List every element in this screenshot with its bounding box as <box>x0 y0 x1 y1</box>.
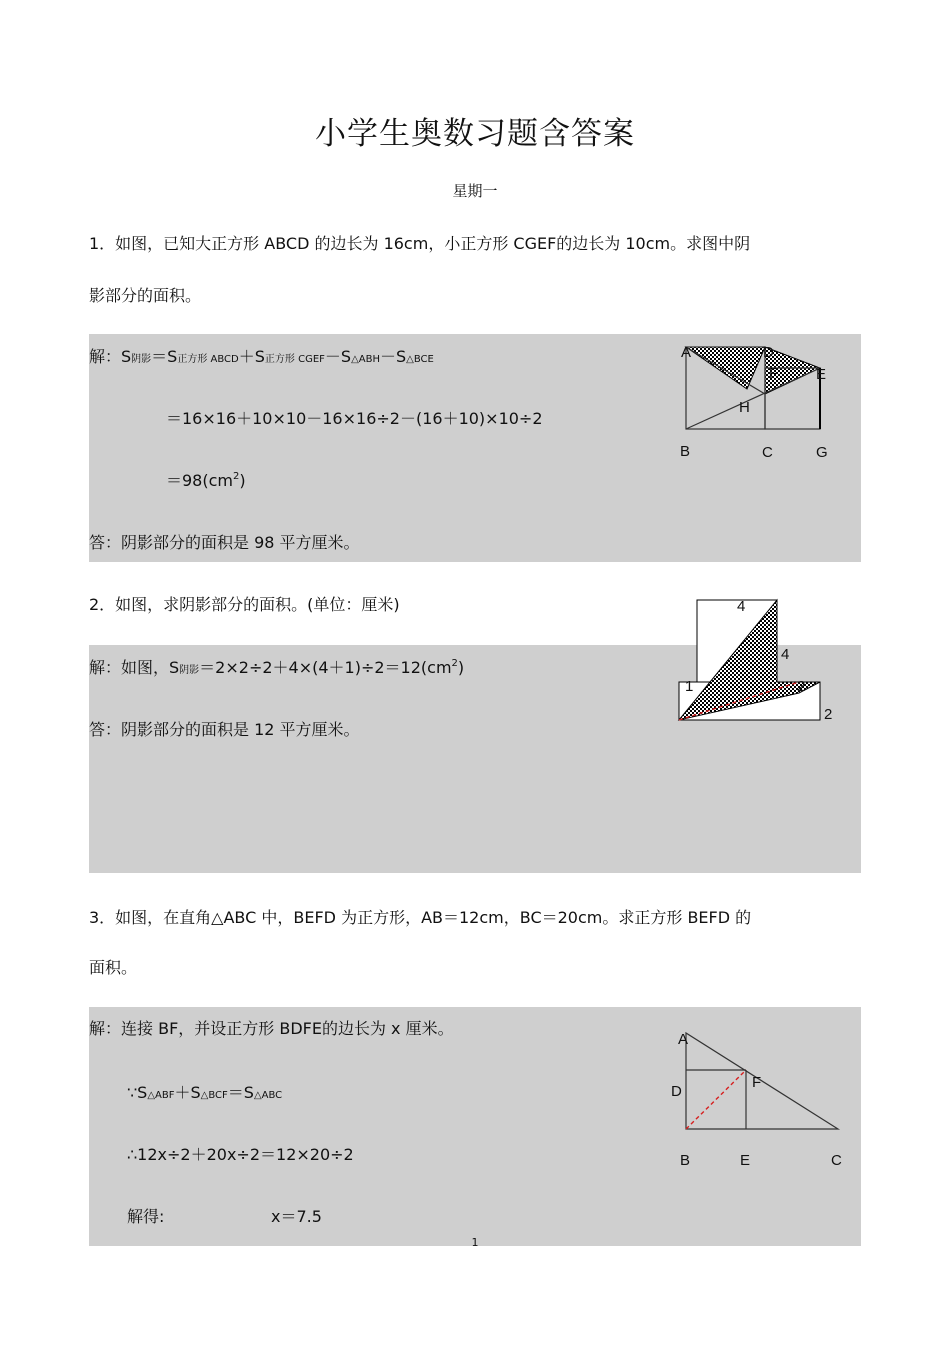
page-title: 小学生奥数习题含答案 <box>315 116 635 152</box>
subscript: 正方形 CGEF <box>264 354 325 365</box>
fig1-label-b: B <box>680 443 691 460</box>
text: ∵S <box>127 1083 148 1102</box>
superscript: 2 <box>233 471 240 482</box>
fig1-label-a: A <box>681 344 692 361</box>
text: ＝S <box>151 347 178 366</box>
subscript: △BCF <box>200 1090 228 1101</box>
problem-3-question-line2: 面积。 <box>89 958 138 977</box>
fig1-label-d: D <box>763 344 774 361</box>
subscript: 阴影 <box>131 354 152 365</box>
problem-1-question-line2: 影部分的面积。 <box>89 286 202 305</box>
fig1-label-e: E <box>816 366 827 383</box>
fig2-label-left: 1 <box>685 678 694 695</box>
fig1-label-g: G <box>816 444 828 461</box>
fig2-label-right: 4 <box>781 646 790 663</box>
triangle-abc <box>686 1033 838 1129</box>
text: ＋S <box>238 347 265 366</box>
text: ＝S <box>227 1083 254 1102</box>
problem-3-solution-line3: ∴12x÷2＋20x÷2＝12×20÷2 <box>127 1145 354 1164</box>
section-day: 星期一 <box>452 182 498 200</box>
text: ＋S <box>174 1083 201 1102</box>
subscript: △ABC <box>253 1090 283 1101</box>
fig2-label-top: 4 <box>737 598 746 615</box>
dashed-bf <box>686 1070 746 1129</box>
problem-3-solution-line4-label: 解得: <box>127 1207 165 1226</box>
fig3-label-c: C <box>831 1152 842 1169</box>
subscript: 正方形 ABCD <box>177 354 239 365</box>
text: －S <box>379 347 407 366</box>
fig2-label-corner: 2 <box>824 706 833 723</box>
subscript: △ABF <box>147 1090 175 1101</box>
problem-1-question-line1: 1．如图，已知大正方形 ABCD 的边长为 16cm，小正方形 CGEF的边长为 10cm。求图中阴 <box>89 234 751 253</box>
text: ＝2×2÷2＋4×(4＋1)÷2＝12(cm <box>199 658 452 677</box>
superscript: 2 <box>451 658 458 669</box>
subscript: △ABH <box>351 354 380 365</box>
fig3-label-d: D <box>671 1083 682 1100</box>
subscript: △BCE <box>406 354 434 365</box>
text: ) <box>457 658 465 677</box>
fig3-label-e: E <box>740 1152 751 1169</box>
fig3-label-b: B <box>680 1152 691 1169</box>
fig3-label-a: A <box>678 1031 689 1048</box>
fig2-label-mid: 2 <box>797 678 806 695</box>
problem-1-answer: 答：阴影部分的面积是 98 平方厘米。 <box>89 533 360 552</box>
fig1-label-c: C <box>762 444 773 461</box>
text: －S <box>324 347 352 366</box>
problem-3-solution-line1: 解：连接 BF，并设正方形 BDFE的边长为 x 厘米。 <box>89 1019 454 1038</box>
problem-3-solution-line4-value: x＝7.5 <box>271 1207 322 1226</box>
problem-3-question-line1: 3．如图，在直角△ABC 中，BEFD 为正方形，AB＝12cm，BC＝20cm。求正方形 BEFD 的 <box>89 908 752 927</box>
text: ) <box>239 471 246 490</box>
problem-2-answer: 答：阴影部分的面积是 12 平方厘米。 <box>89 720 360 739</box>
fig1-label-f: F <box>769 365 779 382</box>
text: ＝98(cm <box>166 471 233 490</box>
subscript: 阴影 <box>179 665 200 676</box>
fig1-label-h: H <box>739 399 750 416</box>
page-number: 1 <box>471 1236 479 1249</box>
text: 解：如图，S <box>89 658 180 677</box>
fig3-label-f: F <box>752 1074 762 1091</box>
problem-1-solution-line2: ＝16×16＋10×10－16×16÷2－(16＋10)×10÷2 <box>166 409 543 428</box>
problem-2-question: 2．如图，求阴影部分的面积。(单位：厘米) <box>89 595 400 614</box>
text: 解：S <box>89 347 132 366</box>
